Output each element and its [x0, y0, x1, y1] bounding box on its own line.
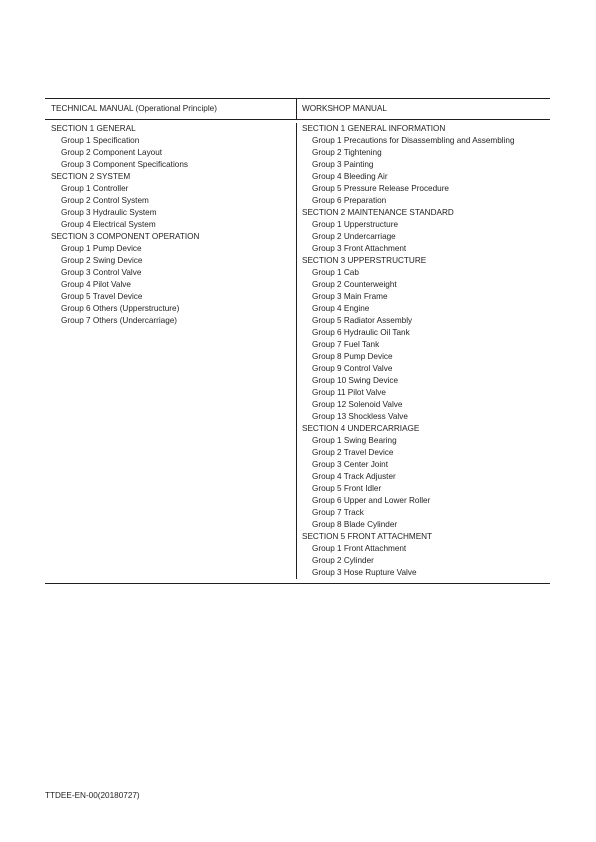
group-item: Group 4 Engine	[312, 304, 370, 313]
table-body-row	[45, 120, 550, 583]
group-item: Group 8 Blade Cylinder	[312, 520, 398, 529]
group-item: Group 3 Front Attachment	[312, 244, 407, 253]
group-item: Group 3 Component Specifications	[61, 160, 188, 169]
group-item: Group 5 Travel Device	[61, 292, 143, 301]
group-item: Group 7 Others (Undercarriage)	[61, 316, 178, 325]
section-heading: SECTION 5 FRONT ATTACHMENT	[302, 532, 433, 541]
group-item: Group 6 Others (Upperstructure)	[61, 304, 180, 313]
group-item: Group 2 Counterweight	[312, 280, 397, 289]
group-item: Group 10 Swing Device	[312, 376, 399, 385]
group-item: Group 4 Bleeding Air	[312, 172, 388, 181]
group-item: Group 2 Undercarriage	[312, 232, 396, 241]
group-item: Group 1 Cab	[312, 268, 359, 277]
workshop-manual-contents	[302, 123, 550, 579]
group-item: Group 7 Track	[312, 508, 364, 517]
group-item: Group 11 Pilot Valve	[312, 388, 386, 397]
section-heading: SECTION 1 GENERAL	[51, 124, 136, 133]
section-heading: SECTION 2 MAINTENANCE STANDARD	[302, 208, 454, 217]
section-heading: SECTION 3 COMPONENT OPERATION	[51, 232, 200, 241]
group-item: Group 8 Pump Device	[312, 352, 393, 361]
workshop-manual-column	[297, 123, 550, 579]
section-heading: SECTION 2 SYSTEM	[51, 172, 131, 181]
group-item: Group 4 Pilot Valve	[61, 280, 131, 289]
group-item: Group 1 Precautions for Disassembling and Assembling	[312, 136, 515, 145]
group-item: Group 5 Radiator Assembly	[312, 316, 413, 325]
group-item: Group 2 Travel Device	[312, 448, 394, 457]
group-item: Group 2 Swing Device	[61, 256, 143, 265]
group-item: Group 2 Component Layout	[61, 148, 163, 157]
group-item: Group 1 Pump Device	[61, 244, 142, 253]
table-header-row	[45, 99, 550, 120]
technical-manual-header: TECHNICAL MANUAL (Operational Principle)	[45, 99, 297, 119]
group-item: Group 3 Painting	[312, 160, 374, 169]
group-item: Group 1 Controller	[61, 184, 129, 193]
group-item: Group 12 Solenoid Valve	[312, 400, 403, 409]
group-item: Group 3 Main Frame	[312, 292, 388, 301]
group-item: Group 13 Shockless Valve	[312, 412, 408, 421]
group-item: Group 2 Control System	[61, 196, 149, 205]
group-item: Group 7 Fuel Tank	[312, 340, 380, 349]
group-item: Group 3 Control Valve	[61, 268, 142, 277]
group-item: Group 6 Upper and Lower Roller	[312, 496, 431, 505]
manual-contents-table	[45, 98, 550, 584]
group-item: Group 1 Front Attachment	[312, 544, 407, 553]
group-item: Group 4 Track Adjuster	[312, 472, 396, 481]
group-item: Group 1 Specification	[61, 136, 140, 145]
group-item: Group 3 Center Joint	[312, 460, 389, 469]
group-item: Group 3 Hose Rupture Valve	[312, 568, 417, 577]
group-item: Group 1 Swing Bearing	[312, 436, 397, 445]
group-item: Group 5 Pressure Release Procedure	[312, 184, 449, 193]
section-heading: SECTION 4 UNDERCARRIAGE	[302, 424, 420, 433]
group-item: Group 6 Preparation	[312, 196, 387, 205]
group-item: Group 2 Cylinder	[312, 556, 374, 565]
technical-manual-contents	[51, 123, 296, 327]
document-code: TTDEE-EN-00(20180727)	[45, 791, 140, 800]
section-heading: SECTION 1 GENERAL INFORMATION	[302, 124, 446, 133]
group-item: Group 9 Control Valve	[312, 364, 393, 373]
section-heading: SECTION 3 UPPERSTRUCTURE	[302, 256, 427, 265]
group-item: Group 5 Front Idler	[312, 484, 382, 493]
group-item: Group 6 Hydraulic Oil Tank	[312, 328, 410, 337]
group-item: Group 3 Hydraulic System	[61, 208, 157, 217]
group-item: Group 2 Tightening	[312, 148, 382, 157]
group-item: Group 4 Electrical System	[61, 220, 156, 229]
technical-manual-column	[45, 123, 297, 579]
group-item: Group 1 Upperstructure	[312, 220, 399, 229]
workshop-manual-header: WORKSHOP MANUAL	[302, 104, 387, 113]
